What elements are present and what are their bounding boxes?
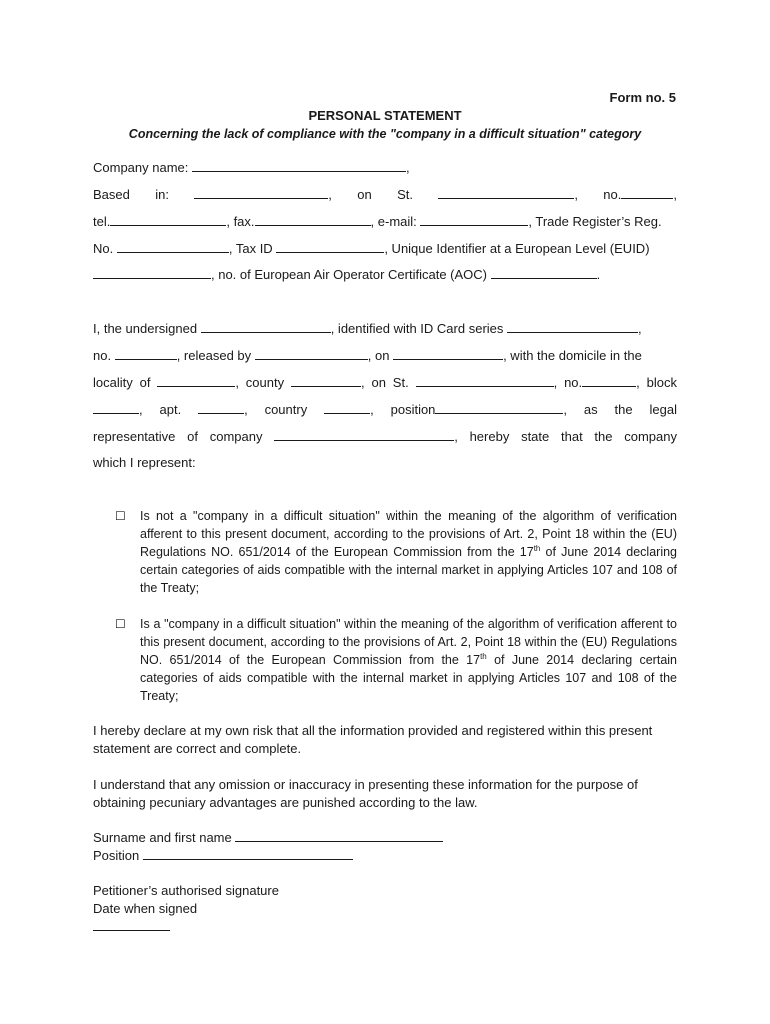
understand-paragraph: I understand that any omission or inaccuracy in presenting these information for the purpose of obtaining pecuniary advantages are punished according to the law. xyxy=(93,777,638,810)
euid-field[interactable] xyxy=(93,266,211,279)
street-field[interactable] xyxy=(438,186,574,199)
which-represent-line: which I represent: xyxy=(93,455,196,470)
position-sign-field[interactable] xyxy=(143,847,353,860)
aoc-line xyxy=(93,266,677,282)
company-name-line xyxy=(93,159,677,175)
undersigned-line xyxy=(93,320,677,336)
locality-street-field[interactable] xyxy=(416,374,554,387)
county-label: , county xyxy=(235,375,285,390)
fax-field[interactable] xyxy=(255,213,371,226)
country-label: , country xyxy=(244,402,308,417)
checkbox-not-difficult[interactable]: ☐ xyxy=(115,509,126,523)
id-card-label: , identified with ID Card series xyxy=(330,321,504,336)
trade-register-label: , Trade Register’s Reg. xyxy=(528,214,662,229)
released-by-label: , released by xyxy=(176,348,252,363)
id-series-field[interactable] xyxy=(507,320,638,333)
company-name-field[interactable] xyxy=(192,159,406,172)
position-sign-label: Position xyxy=(93,848,140,863)
date-signed-line xyxy=(93,918,677,934)
released-on-label: , on xyxy=(367,348,390,363)
id-no-label: no. xyxy=(93,348,112,363)
email-label: , e-mail: xyxy=(370,214,417,229)
release-date-field[interactable] xyxy=(393,347,503,360)
company-name-label: Company name: xyxy=(93,160,189,175)
aoc-field[interactable] xyxy=(491,266,597,279)
id-series-comma: , xyxy=(638,321,642,336)
undersigned-label: I, the undersigned xyxy=(93,321,198,336)
option-not-difficult xyxy=(115,507,677,597)
block-field[interactable] xyxy=(93,401,139,414)
locality-no-label: , no. xyxy=(553,375,583,390)
county-field[interactable] xyxy=(291,374,361,387)
locality-field[interactable] xyxy=(157,374,235,387)
represented-company-field[interactable] xyxy=(274,428,454,441)
hereby-state-label: , hereby state that the company xyxy=(454,429,677,444)
date-signed-field[interactable] xyxy=(93,918,170,931)
reg-no-label: No. xyxy=(93,241,114,256)
street-label: St. xyxy=(397,187,413,202)
locality-label: locality of xyxy=(93,375,151,390)
surname-line xyxy=(93,829,677,845)
tax-id-label: , Tax ID xyxy=(228,241,273,256)
apt-field[interactable] xyxy=(198,401,244,414)
checkbox-difficult[interactable]: ☐ xyxy=(115,617,126,631)
euid-label: , Unique Identifier at a European Level (EUID) xyxy=(384,241,650,256)
option-difficult xyxy=(115,615,677,705)
id-no-field[interactable] xyxy=(115,347,177,360)
locality-line xyxy=(93,374,677,390)
reg-no-field[interactable] xyxy=(117,240,229,253)
declaration-paragraph: I hereby declare at my own risk that all the information provided and registered within this present statement are correct and complete. xyxy=(93,723,653,756)
based-line xyxy=(93,186,677,202)
registration-line xyxy=(93,240,677,256)
document-title: PERSONAL STATEMENT xyxy=(308,108,462,123)
position-field[interactable] xyxy=(435,401,563,414)
locality-street-label: , on St. xyxy=(361,375,409,390)
block-label: , block xyxy=(636,375,677,390)
country-field[interactable] xyxy=(324,401,370,414)
tel-label: tel. xyxy=(93,214,111,229)
option-not-difficult-text: Is not a "company in a difficult situation" within the meaning of the algorithm of verification afferent to this present document, according to the provisions of Art. 2, Point 18 within the (EU) Regulations NO. 651/2014 of the European Commission from the 17th of June 2014 declaring certain categories of aids compatible with the internal market in applying Articles 107 and 108 of the Treaty; xyxy=(140,509,677,595)
apartment-line xyxy=(93,401,677,417)
number-field[interactable] xyxy=(621,186,673,199)
in-label: in: xyxy=(155,187,169,202)
domicile-label: , with the domicile in the xyxy=(503,348,642,363)
apt-label: , apt. xyxy=(139,402,182,417)
aoc-period: . xyxy=(596,267,601,282)
undersigned-name-field[interactable] xyxy=(201,320,331,333)
legal-label: , as the legal xyxy=(563,402,677,417)
fax-label: , fax. xyxy=(226,214,255,229)
street-comma: , xyxy=(574,187,578,202)
tax-id-field[interactable] xyxy=(276,240,384,253)
signature-label: Petitioner’s authorised signature xyxy=(93,883,279,898)
representative-label: representative of company xyxy=(93,429,263,444)
position-sign-line xyxy=(93,847,677,863)
representative-line xyxy=(93,428,677,444)
locality-no-field[interactable] xyxy=(582,374,636,387)
position-label: , position xyxy=(370,402,436,417)
surname-label: Surname and first name xyxy=(93,830,232,845)
number-comma: , xyxy=(673,187,677,202)
released-line xyxy=(93,347,677,363)
surname-field[interactable] xyxy=(235,829,443,842)
based-label: Based xyxy=(93,187,130,202)
tel-field[interactable] xyxy=(110,213,226,226)
document-subtitle: Concerning the lack of compliance with the "company in a difficult situation" category xyxy=(128,127,642,141)
released-by-field[interactable] xyxy=(255,347,368,360)
option-difficult-text: Is a "company in a difficult situation" within the meaning of the algorithm of verification afferent to this present document, according to the provisions of Art. 2, Point 18 within the (EU) Regulations NO. 651/2014 of the European Commission from the 17th of June 2014 declaring certain categories of aids compatible with the internal market in applying Articles 107 and 108 of the Treaty; xyxy=(140,617,677,703)
city-field[interactable] xyxy=(194,186,328,199)
email-field[interactable] xyxy=(420,213,528,226)
contact-line xyxy=(93,213,677,229)
aoc-label: , no. of European Air Operator Certificate (AOC) xyxy=(211,267,488,282)
company-name-end: , xyxy=(406,160,410,175)
date-signed-label: Date when signed xyxy=(93,901,198,916)
form-number: Form no. 5 xyxy=(609,90,676,105)
based-comma: , xyxy=(328,187,332,202)
number-label: no. xyxy=(603,187,622,202)
on-label: on xyxy=(357,187,372,202)
